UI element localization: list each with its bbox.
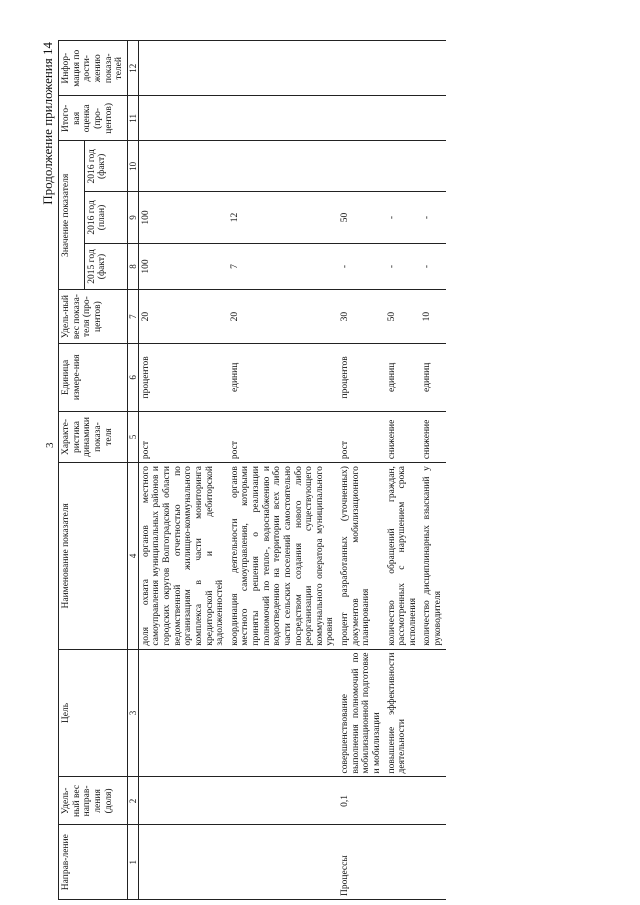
appendix-caption: Продолжение приложения 14: [40, 42, 55, 205]
cell-2015-fact: -: [385, 243, 421, 290]
cell-indicator: координация деятельности органов местного самоуправления, которыми приняты решения о реализации полномочий по тепло-, водоснабжению и водоотведению на территории всех либо части сельских поселений самостоятельно посредством создания нового либо реорганизации существующего коммунального оператора муниципального уровня: [228, 463, 338, 650]
header-2016-plan: 2016 год (план): [84, 192, 127, 243]
header-indicator-weight: Удель-ный вес показа-теля (про-центов): [59, 290, 128, 343]
cell-2015-fact: -: [420, 243, 445, 290]
cell-2015-fact: 100: [138, 243, 228, 290]
cell-final-score: [138, 96, 228, 141]
cell-final-score: [385, 96, 421, 141]
cell-unit: единиц: [420, 343, 445, 411]
column-number: 1: [127, 825, 138, 900]
cell-2016-fact: [420, 141, 445, 192]
column-number: 8: [127, 243, 138, 290]
cell-goal: совершенствование выполнения полномочий по мобилизационной подготовке и мобилизации: [338, 649, 385, 777]
header-indicator-name: Наименование показателя: [59, 463, 128, 650]
cell-indicator-weight: 30: [338, 290, 385, 343]
column-number: 4: [127, 463, 138, 650]
cell-2016-fact: [138, 141, 228, 192]
cell-unit: процентов: [138, 343, 228, 411]
cell-goal: повышение эффективности деятельности: [385, 649, 421, 777]
cell-direction: Процессы: [338, 825, 385, 900]
column-number: 6: [127, 343, 138, 411]
column-number: 5: [127, 411, 138, 462]
cell-indicator: количество дисциплинарных взысканий у руководителя: [420, 463, 445, 650]
page-number: 3: [44, 442, 56, 448]
cell-info: [385, 41, 421, 96]
cell-goal: [420, 649, 445, 777]
column-number: 12: [127, 41, 138, 96]
cell-indicator-weight: 10: [420, 290, 445, 343]
column-number: 7: [127, 290, 138, 343]
cell-2016-plan: -: [420, 192, 445, 243]
cell-dynamics: рост: [228, 411, 338, 462]
rotated-page: [40, 40, 600, 900]
cell-2016-fact: [338, 141, 385, 192]
cell-info: [138, 41, 228, 96]
indicators-table: [58, 40, 446, 900]
cell-direction-weight: [420, 777, 445, 825]
cell-indicator-weight: 50: [385, 290, 421, 343]
cell-goal: [138, 649, 228, 777]
cell-direction: [228, 825, 338, 900]
cell-2016-fact: [228, 141, 338, 192]
cell-2016-plan: 12: [228, 192, 338, 243]
cell-2016-plan: 50: [338, 192, 385, 243]
header-2015-fact: 2015 год (факт): [84, 243, 127, 290]
cell-unit: единиц: [385, 343, 421, 411]
cell-indicator-weight: 20: [228, 290, 338, 343]
cell-info: [338, 41, 385, 96]
table-row: [338, 41, 385, 900]
cell-final-score: [338, 96, 385, 141]
header-dynamics: Характе-ристика динамики показа-теля: [59, 411, 128, 462]
cell-direction: [385, 825, 421, 900]
cell-direction: [420, 825, 445, 900]
header-info: Инфор-мация по дости-жению показа-телей: [59, 41, 128, 96]
cell-direction: [138, 825, 228, 900]
column-number: 2: [127, 777, 138, 825]
header-goal: Цель: [59, 649, 128, 777]
column-number-row: [127, 41, 138, 900]
cell-dynamics: рост: [338, 411, 385, 462]
table-row: [385, 41, 421, 900]
column-number: 10: [127, 141, 138, 192]
table-header: [59, 41, 139, 900]
column-number: 3: [127, 649, 138, 777]
column-number: 11: [127, 96, 138, 141]
header-final-score: Итого-вая оценка (про-центов): [59, 96, 128, 141]
header-2016-fact: 2016 год (факт): [84, 141, 127, 192]
cell-dynamics: рост: [138, 411, 228, 462]
cell-2016-plan: 100: [138, 192, 228, 243]
cell-2016-plan: -: [385, 192, 421, 243]
cell-dynamics: снижение: [420, 411, 445, 462]
header-direction-weight: Удель-ный вес направ-ления (доля): [59, 777, 128, 825]
cell-goal: [228, 649, 338, 777]
cell-2016-fact: [385, 141, 421, 192]
cell-indicator: количество обращений граждан, рассмотренных с нарушением срока исполнения: [385, 463, 421, 650]
cell-unit: единиц: [228, 343, 338, 411]
header-value-group: Значение показателя: [59, 141, 85, 290]
cell-unit: процентов: [338, 343, 385, 411]
cell-dynamics: снижение: [385, 411, 421, 462]
header-unit: Единица измере-ния: [59, 343, 128, 411]
cell-direction-weight: [138, 777, 228, 825]
table-row: [138, 41, 228, 900]
cell-direction-weight: [385, 777, 421, 825]
table-row: [420, 41, 445, 900]
header-direction: Направ-ление: [59, 825, 128, 900]
cell-direction-weight: 0,1: [338, 777, 385, 825]
cell-info: [420, 41, 445, 96]
cell-info: [228, 41, 338, 96]
cell-indicator: процент разработанных (уточненных) документов мобилизационного планирования: [338, 463, 385, 650]
cell-final-score: [228, 96, 338, 141]
table-row: [228, 41, 338, 900]
cell-2015-fact: -: [338, 243, 385, 290]
cell-indicator-weight: 20: [138, 290, 228, 343]
table-body: [138, 41, 445, 900]
column-number: 9: [127, 192, 138, 243]
cell-final-score: [420, 96, 445, 141]
cell-indicator: доля охвата органов местного самоуправления муниципальных районов и городских округов Волгоградской области ведомственной отчетностью по организациям жилищно-коммунального комплекса в части мониторинга кредиторской и дебиторской задолженностей: [138, 463, 228, 650]
cell-direction-weight: [228, 777, 338, 825]
cell-2015-fact: 7: [228, 243, 338, 290]
